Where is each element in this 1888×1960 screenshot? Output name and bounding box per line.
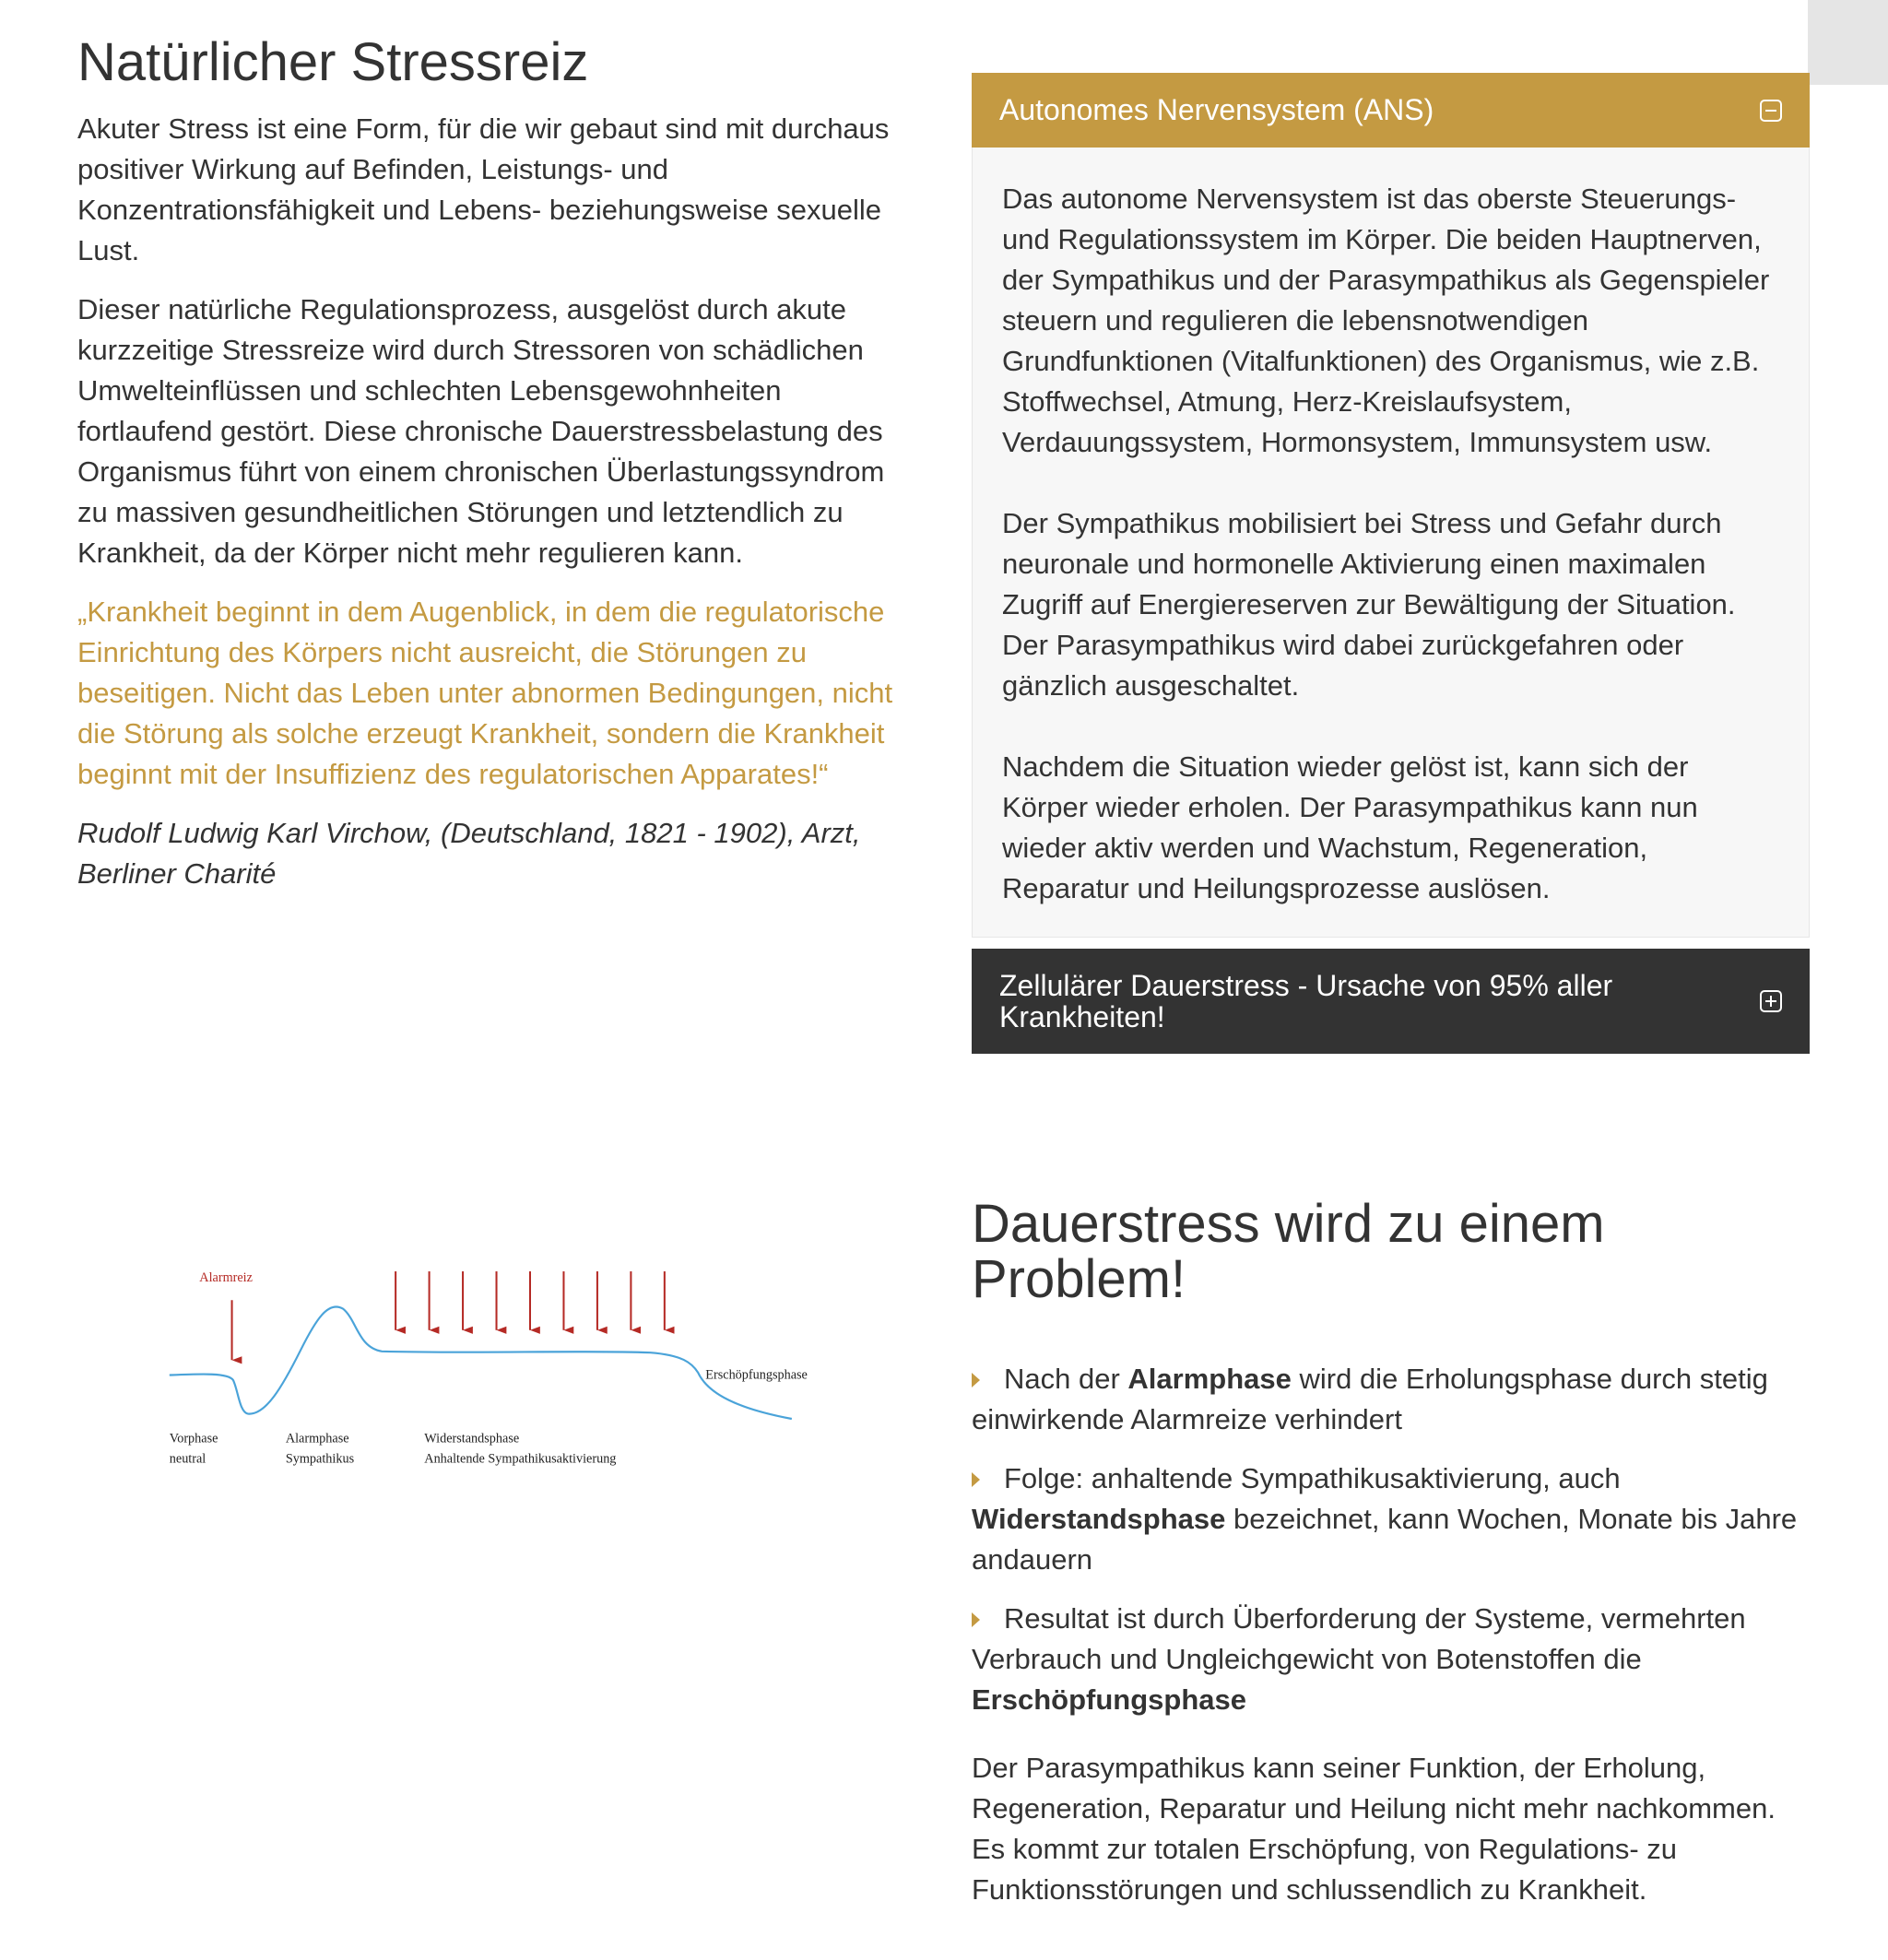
bullet-triangle-icon — [972, 1612, 980, 1627]
section-title: Natürlicher Stressreiz — [77, 32, 589, 92]
stressor-arrows — [395, 1271, 665, 1330]
bullet-triangle-icon — [972, 1472, 980, 1487]
accordion-title: Autonomes Nervensystem (ANS) — [999, 93, 1434, 126]
intro-paragraph: Akuter Stress ist eine Form, für die wir gebaut sind mit durchaus positiver Wirkung auf Befinden, Leistungs- und Konzentrationsfähigkeit und Lebens- beziehungsweise sexuelle Lust. — [77, 112, 890, 266]
scroll-to-top-button[interactable] — [1808, 0, 1888, 85]
collapse-icon[interactable] — [1760, 100, 1782, 122]
phase-sublabel: Sympathikus — [285, 1451, 355, 1467]
ans-paragraph: Der Sympathikus mobilisiert bei Stress und Gefahr durch neuronale und hormonelle Aktivierung einen maximalen Zugriff auf Energiereserven zur Bewältigung der Situation. Der Parasympathikus wird dabei zurückgefahren oder gänzlich ausgeschaltet. — [1002, 507, 1736, 702]
list-item: Resultat ist durch Überforderung der Systeme, vermehrten Verbrauch und Ungleichgewicht von Botenstoffen die Erschöpfungsphase — [972, 1602, 1746, 1716]
accordion-header-cellular-stress[interactable] — [972, 949, 1810, 1054]
regulation-paragraph: Dieser natürliche Regulationsprozess, ausgelöst durch akute kurzzeitige Stressreize wird durch Stressoren von schädlichen Umwelteinflüssen und schlechten Lebensgewohnheiten fortlaufend gestört. Diese chronische Dauerstressbelastung des Organismus führt von einem chronischen Überlastungssyndrom zu massiven gesundheitlichen Störungen und letztendlich zu Krankheit, da der Körper nicht mehr regulieren kann. — [77, 293, 885, 569]
section-title: Dauerstress wird zu einem Problem! — [972, 1194, 1605, 1309]
stress-curve — [170, 1306, 792, 1419]
bullet-triangle-icon — [972, 1373, 980, 1387]
virchow-quote: „Krankheit beginnt in dem Augenblick, in dem die regulatorische Einrichtung des Körpers nicht ausreicht, die Störungen zu beseitigen. Nicht das Leben unter abnormen Bedingungen, nicht die Störung als solche erzeugt Krankheit, sondern die Krankheit beginnt mit der Insuffizienz des regulatorischen Apparates!“ — [77, 596, 893, 790]
phase-label: Widerstandsphase — [424, 1431, 520, 1446]
closing-paragraph: Der Parasympathikus kann seiner Funktion, der Erholung, Regeneration, Reparatur und Heilung nicht mehr nachkommen. Es kommt zur totalen Erschöpfung, von Regulations- zu Funktionsstörungen und schlussendlich zu Krankheit. — [972, 1752, 1776, 1906]
accordion-header-ans[interactable] — [972, 73, 1810, 148]
exhaustion-label: Erschöpfungsphase — [705, 1367, 808, 1383]
natural-stress-section — [77, 30, 912, 913]
phase-sublabel: Anhaltende Sympathikusaktivierung — [424, 1451, 617, 1467]
accordion — [972, 73, 1810, 1054]
quote-citation: Rudolf Ludwig Karl Virchow, (Deutschland, 1821 - 1902), Arzt, Berliner Charité — [77, 817, 861, 890]
phase-label: Vorphase — [169, 1431, 218, 1446]
list-item: Folge: anhaltende Sympathikusaktivierung, auch Widerstandsphase bezeichnet, kann Wochen, Monate bis Jahre andauern — [972, 1462, 1798, 1576]
ans-paragraph: Nachdem die Situation wieder gelöst ist, kann sich der Körper wieder erholen. Der Parasympathikus kann nun wieder aktiv werden und Wachstum, Regeneration, Reparatur und Heilungsprozesse auslösen. — [1002, 750, 1698, 904]
accordion-panel-ans — [972, 148, 1810, 938]
chronic-stress-section — [972, 1194, 1810, 1910]
phase-label: Alarmphase — [285, 1431, 349, 1446]
list-item: Nach der Alarmphase wird die Erholungsphase durch stetig einwirkende Alarmreize verhindert — [972, 1363, 1768, 1435]
expand-icon[interactable] — [1760, 990, 1782, 1012]
accordion-title: Zellulärer Dauerstress - Ursache von 95% aller Krankheiten! — [999, 969, 1613, 1033]
phase-sublabel: neutral — [169, 1451, 206, 1467]
stress-phase-diagram — [150, 1250, 851, 1475]
ans-paragraph: Das autonome Nervensystem ist das oberste Steuerungs- und Regulationssystem im Körper. Die beiden Hauptnerven, der Sympathikus und der Parasympathikus als Gegenspieler steuern und regulieren die lebensnotwendigen Grundfunktionen (Vitalfunktionen) des Organismus, wie z.B. Stoffwechsel, Atmung, Herz-Kreislaufsystem, Verdauungssystem, Hormonsystem, Immunsystem usw. — [1002, 183, 1770, 458]
phase-list — [972, 1359, 1810, 1720]
alarm-label: Alarmreiz — [199, 1269, 253, 1285]
